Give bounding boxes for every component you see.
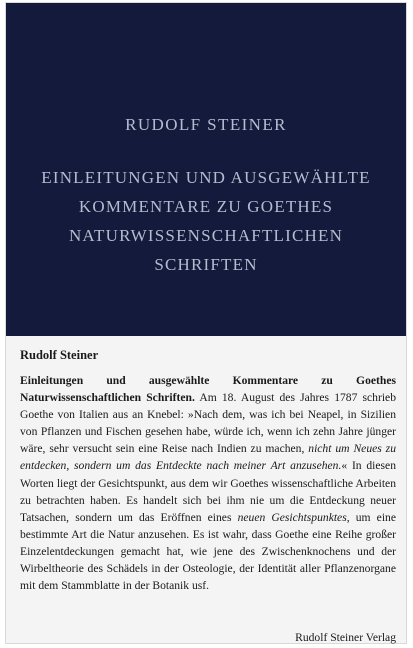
blurb-text [20,372,396,594]
book-cover [6,3,406,643]
blurb-text-part-3: , um eine bestimmte Art die Natur anzusehen. Es ist wahr, dass Goethe eine Reihe großer Einzelentdeckungen gemacht hat, wie jene des Zwischenknochens und der Wirbeltheorie des Schädels in der Osteologie, der Identität aller Pflanzenorgane mit dem Stammblatte in der Botanik usf. [20,510,396,593]
cover-title-line-2: KOMMENTARE ZU GOETHES [78,197,334,216]
cover-title-line-3: NATURWISSENSCHAFTLICHEN [68,226,344,245]
blurb-text-part-2: « In diesen Worten liegt der Gesichtspunkt, aus dem wir Goethes wissenschaftliche Arbeiten zu betrachten haben. Es handelt sich bei ihm nie um die Entdeckung neuer Tatsachen, sondern um das Eröffnen eines [20,459,396,524]
blurb-text-part-1: Am 18. August des Jahres 1787 schrieb Goethe von Italien aus an Knebel: »Nach dem, was ich bei Neapel, in Sizilien von Pflanzen und Fischen gesehen habe, würde ich, wenn ich zehn Jahre jünger wäre, sehr versucht sein eine Reise nach Indien zu machen, [20,391,396,456]
cover-title-line-4: SCHRIFTEN [154,255,258,274]
cover-title-line-1: EINLEITUNGEN UND AUSGEWÄHLTE [41,168,371,187]
blurb-quote-italic: nicht um Neues zu entdecken, sondern um das Entdeckte nach meiner Art anzusehen. [20,442,396,473]
blurb-panel [6,336,406,643]
cover-title [6,163,406,279]
publisher-name: Rudolf Steiner Verlag [295,631,396,644]
blurb-emphasis-italic: neuen Gesichtspunktes [237,510,347,524]
cover-title-panel [6,3,406,336]
blurb-book-title: Einleitungen und ausgewählte Kommentare zu Goethes Naturwissenschaftlichen Schriften. [20,374,396,405]
cover-author: RUDOLF STEINER [125,115,287,134]
blurb-author: Rudolf Steiner [20,348,99,362]
